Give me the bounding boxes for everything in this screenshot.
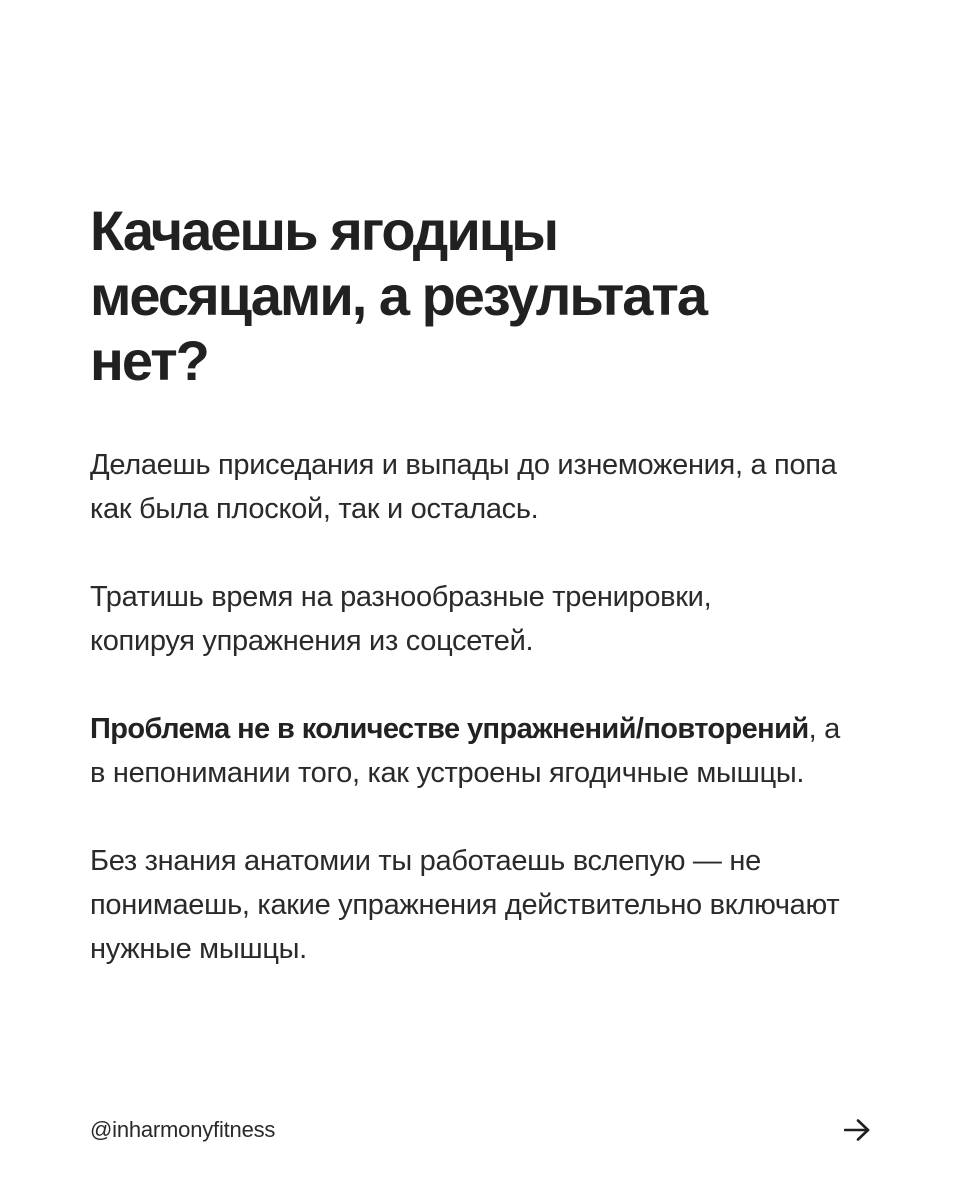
slide-content (90, 198, 890, 1015)
arrow-right-icon (844, 1119, 870, 1141)
headline: Качаешь ягодицы месяцами, а результата нет? (90, 199, 706, 392)
paragraph-3 (90, 707, 850, 795)
footer (90, 1108, 870, 1152)
paragraph-3-emphasis: Проблема не в количестве упражнений/повторений (90, 713, 809, 745)
paragraph-4: Без знания анатомии ты работаешь вслепую — не понимаешь, какие упражнения действительно включают нужные мышцы. (90, 845, 840, 965)
next-slide-button[interactable] (826, 1108, 870, 1152)
paragraph-2: Тратишь время на разнообразные тренировки, копируя упражнения из соцсетей. (90, 581, 712, 657)
paragraph-3-rest: , а в непонимании того, как устроены ягодичные мышцы. (90, 713, 840, 789)
body-text (90, 443, 890, 971)
paragraph-1: Делаешь приседания и выпады до изнеможения, а попа как была плоской, так и осталась. (90, 449, 837, 525)
account-handle: @inharmonyfitness (90, 1117, 276, 1142)
